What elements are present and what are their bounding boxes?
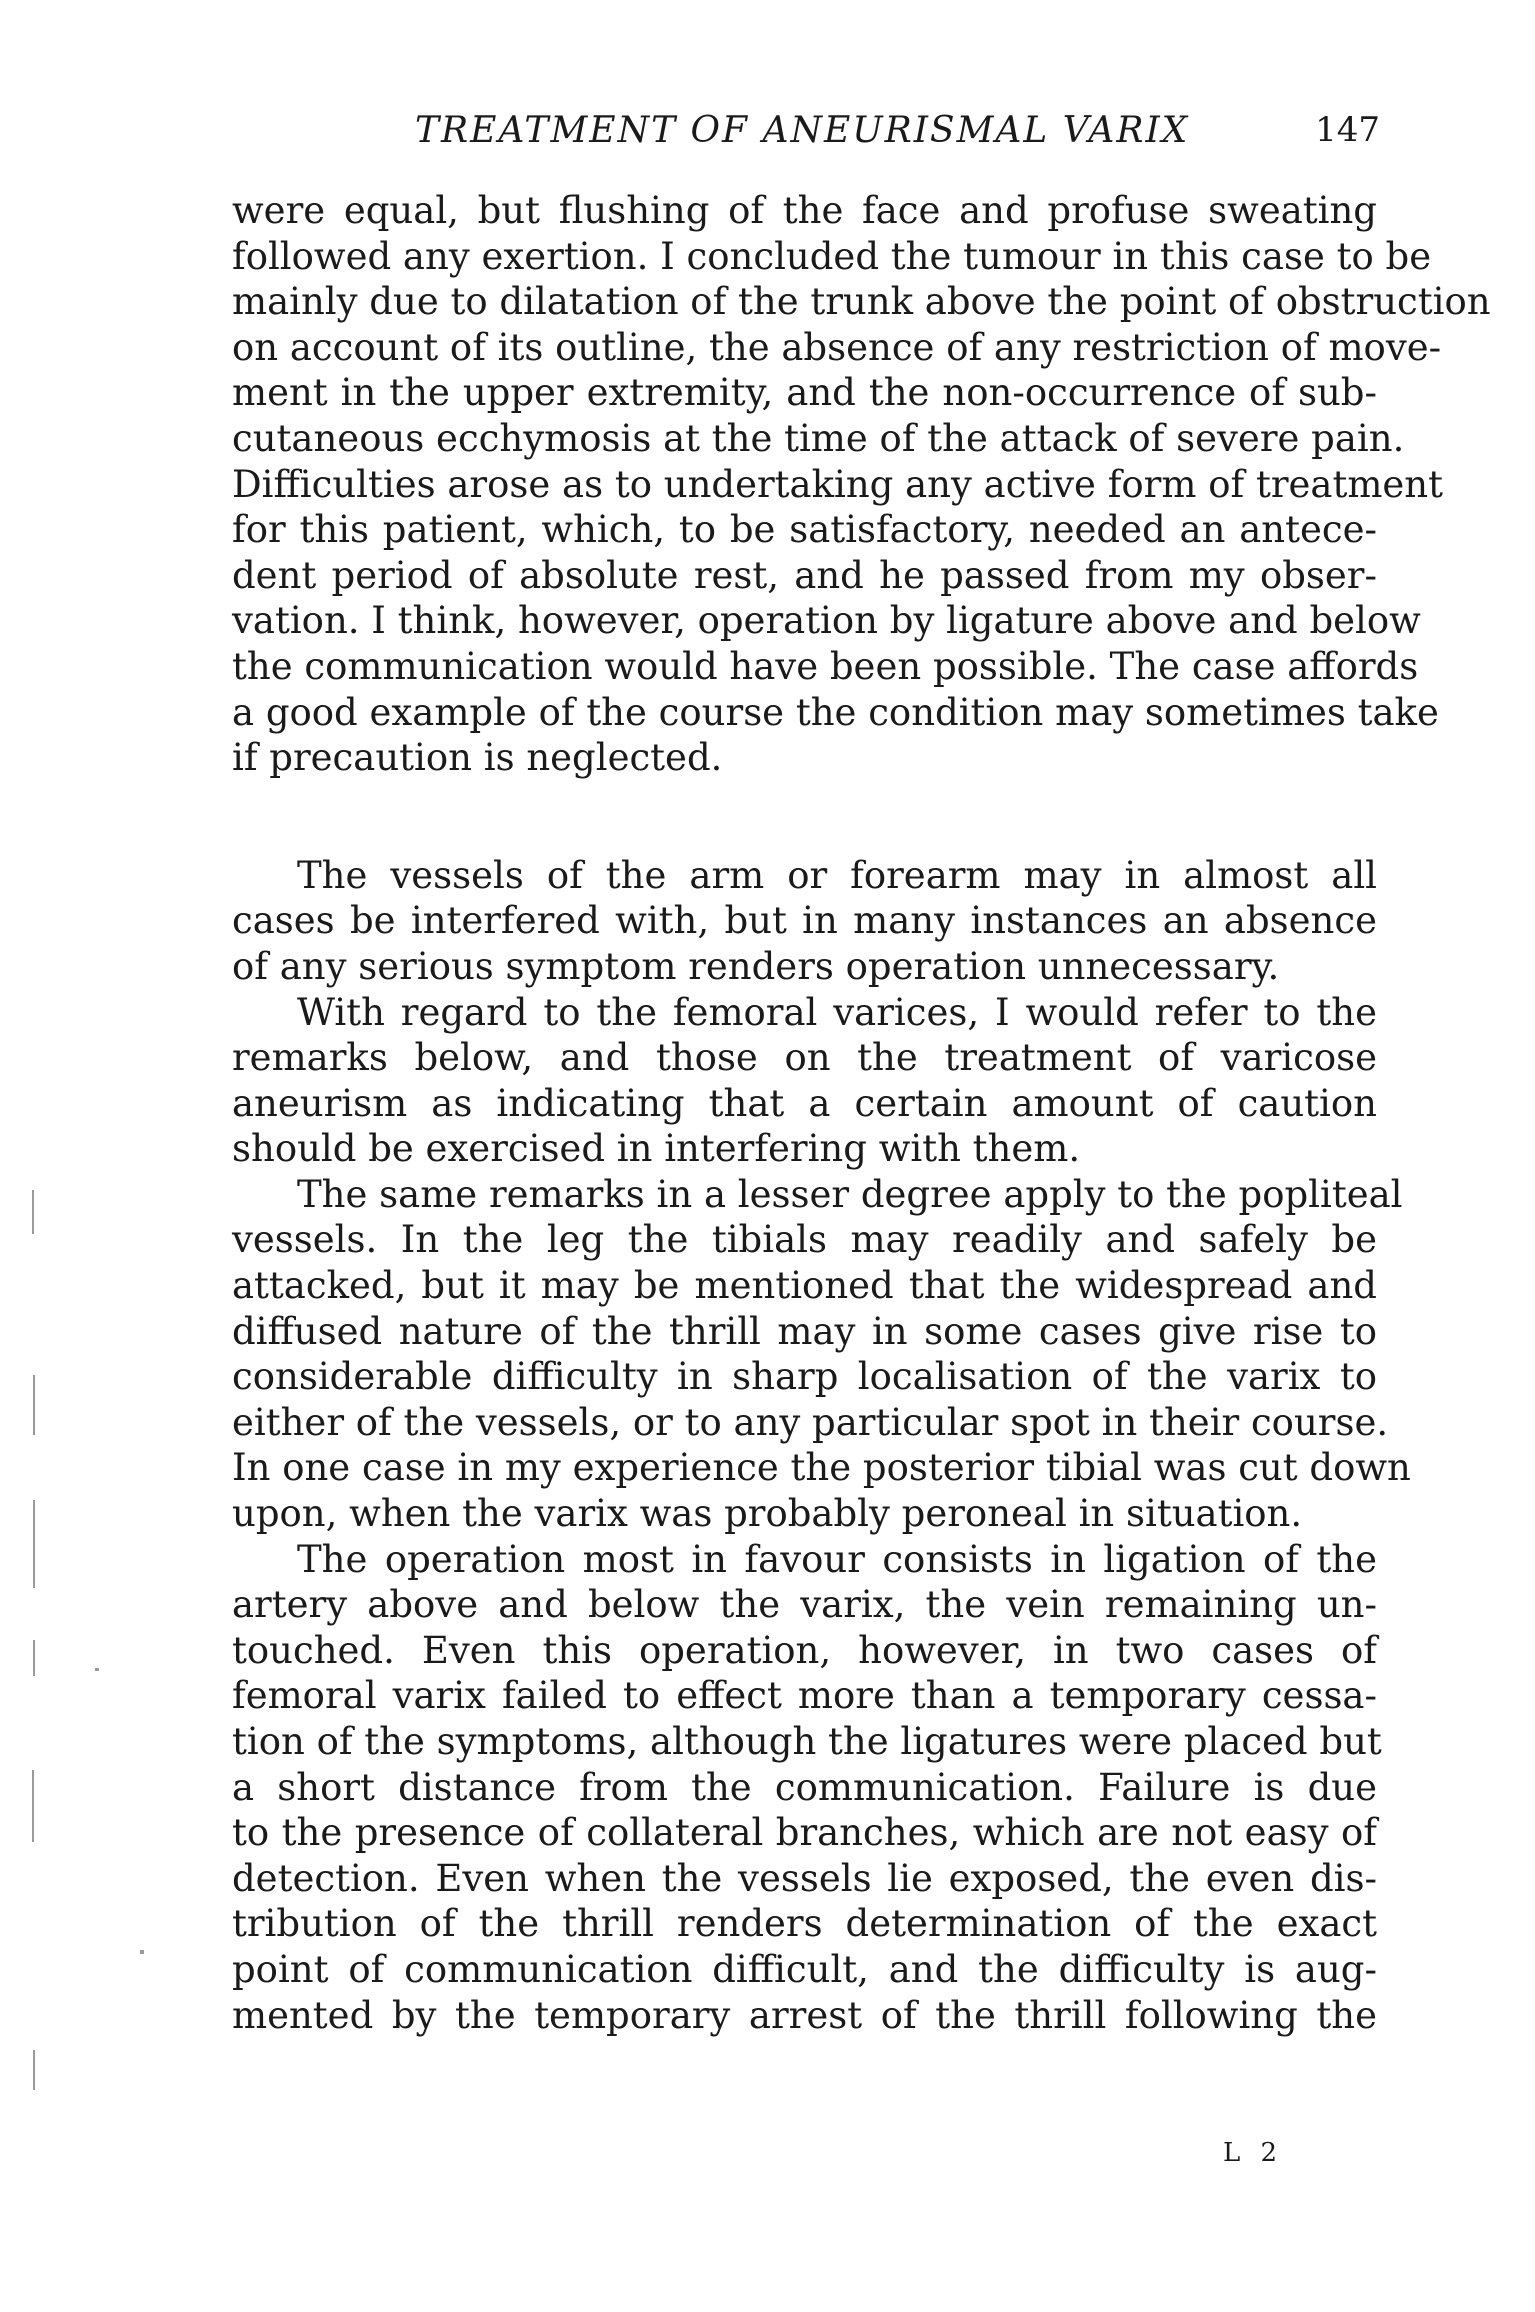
text-line: ment in the upper extremity, and the non-occurrence of sub- [232,371,1377,415]
paragraph [232,188,1491,781]
scan-mark [33,2050,35,2090]
scan-mark [33,1640,35,1676]
text-line: mainly due to dilatation of the trunk above the point of obstruction [232,280,1491,324]
scan-mark [32,1190,34,1234]
text-line: tion of the symptoms, although the ligatures were placed but [232,1720,1382,1763]
text-line: remarks below, and those on the treatment of varicose [232,1036,1377,1080]
text-line: on account of its outline, the absence of any restriction of move- [232,325,1442,369]
text-line: vation. I think, however, operation by ligature above and below [232,599,1421,643]
text-line: point of communication difficult, and the difficulty is aug- [232,1947,1377,1991]
text-line: The operation most in favour consists in ligation of the [297,1537,1377,1581]
text-line: a good example of the course the condition may sometimes take [232,690,1439,734]
body-text [232,188,1491,2038]
paragraph [232,853,1377,990]
text-line: cases be interfered with, but in many instances an absence [232,899,1377,943]
text-line: either of the vessels, or to any particular spot in their course. [232,1400,1389,1444]
text-line: a short distance from the communication. Failure is due [232,1765,1377,1809]
text-line: upon, when the varix was probably peroneal in situation. [232,1492,1303,1536]
text-line: In one case in my experience the posterior tibial was cut down [232,1446,1411,1490]
text-line: diffused nature of the thrill may in some cases give rise to [232,1309,1377,1353]
text-line: mented by the temporary arrest of the thrill following the [232,1993,1377,2037]
text-line: attacked, but it may be mentioned that the widespread and [232,1264,1377,1308]
text-line: to the presence of collateral branches, which are not easy of [232,1811,1377,1855]
text-line: With regard to the femoral varices, I would refer to the [297,990,1377,1034]
scan-mark [140,1950,144,1954]
text-line: Difficulties arose as to undertaking any active form of treatment [232,462,1444,506]
text-line: artery above and below the varix, the vein remaining un- [232,1583,1377,1627]
text-line: considerable difficulty in sharp localisation of the varix to [232,1355,1377,1399]
text-line: tribution of the thrill renders determination of the exact [232,1902,1377,1946]
text-line: for this patient, which, to be satisfactory, needed an antece- [232,508,1377,552]
scan-mark [95,1668,99,1671]
scan-mark [33,1500,35,1588]
text-line: should be exercised in interfering with them. [232,1127,1081,1171]
text-line: The vessels of the arm or forearm may in almost all [297,853,1377,897]
paragraph [232,990,1377,1172]
signature-mark: L 2 [1223,2138,1284,2168]
text-line: followed any exertion. I concluded the tumour in this case to be [232,234,1432,278]
text-line: the communication would have been possible. The case affords [232,644,1419,688]
paragraph [232,1537,1382,2039]
text-line: vessels. In the leg the tibials may readily and safely be [232,1218,1377,1262]
page-number: 147 [1315,110,1380,150]
text-line: were equal, but flushing of the face and profuse sweating [232,189,1377,232]
text-line: detection. Even when the vessels lie exposed, the even dis- [232,1856,1377,1900]
text-line: aneurism as indicating that a certain amount of caution [232,1081,1377,1125]
text-line: if precaution is neglected. [232,736,723,780]
paragraph [232,1172,1411,1537]
running-head [230,110,1380,160]
text-line: of any serious symptom renders operation unnecessary. [232,944,1280,988]
paragraph-gap [232,781,1377,853]
text-line: The same remarks in a lesser degree apply to the popliteal [297,1172,1403,1216]
running-title: TREATMENT OF ANEURISMAL VARIX [415,110,1190,151]
scan-mark [33,1375,35,1435]
text-line: cutaneous ecchymosis at the time of the attack of severe pain. [232,416,1405,460]
text-line: touched. Even this operation, however, in two cases of [232,1628,1377,1672]
text-line: femoral varix failed to effect more than a temporary cessa- [232,1674,1377,1718]
text-line: dent period of absolute rest, and he passed from my obser- [232,553,1377,597]
scan-mark [32,1770,34,1842]
